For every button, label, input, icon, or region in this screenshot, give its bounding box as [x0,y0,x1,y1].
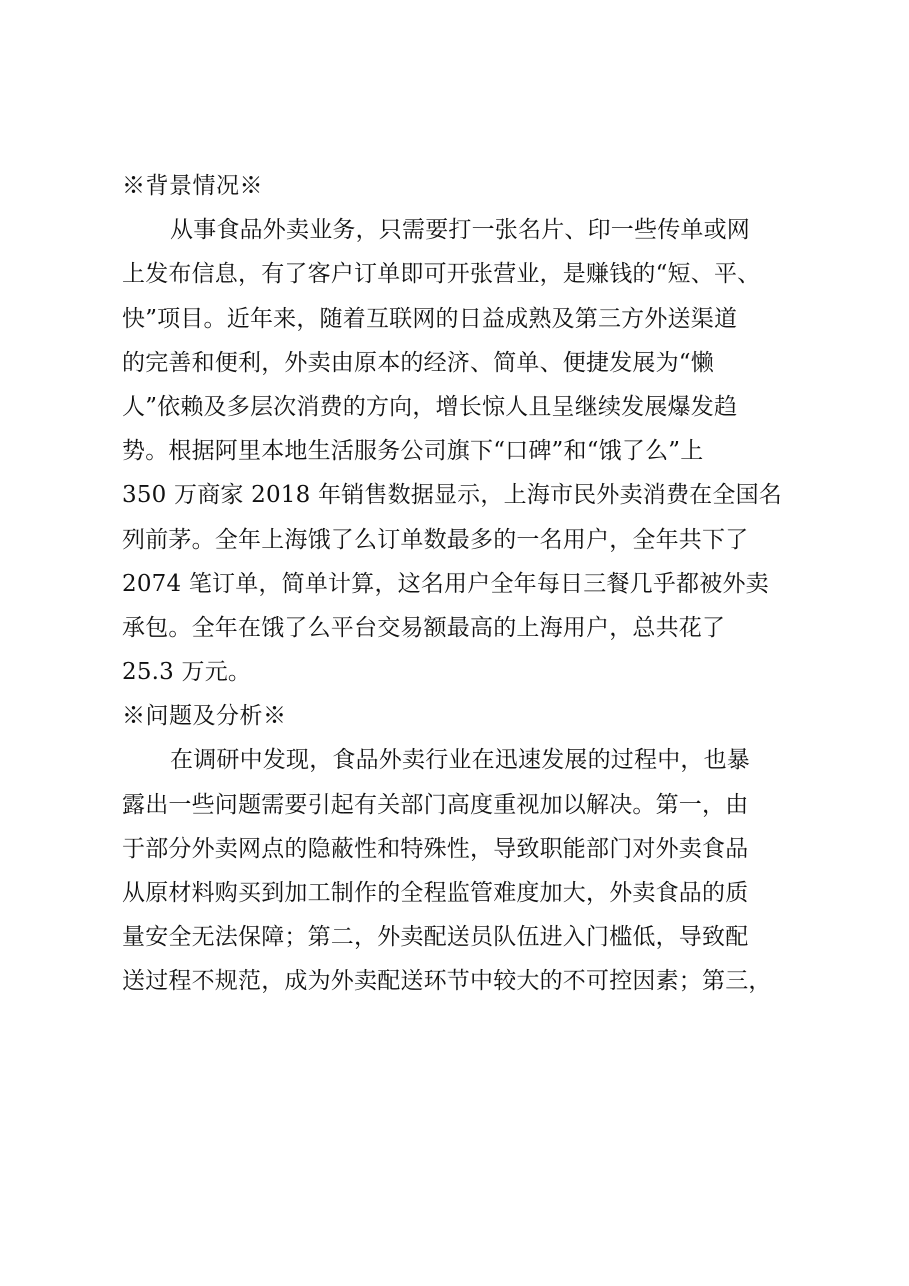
paragraph-line: 350 万商家 2018 年销售数据显示，上海市民外卖消费在全国名 [122,482,782,509]
paragraph-line: 的完善和便利，外卖由原本的经济、简单、便捷发展为“懒 [122,349,714,376]
paragraph-line: 于部分外卖网点的隐蔽性和特殊性，导致职能部门对外卖食品 [122,835,749,862]
paragraph-line: 列前茅。全年上海饿了么订单数最多的一名用户，全年共下了 [122,526,749,553]
paragraph-line: 快”项目。近年来，随着互联网的日益成熟及第三方外送渠道 [122,305,738,332]
paragraph-line: 25.3 万元。 [122,659,252,686]
paragraph-line: 2074 笔订单，简单计算，这名用户全年每日三餐几乎都被外卖 [122,570,769,597]
paragraph-line: 承包。全年在饿了么平台交易额最高的上海用户，总共花了 [122,614,726,641]
paragraph-line: 人”依赖及多层次消费的方向，增长惊人且呈继续发展爆发趋 [122,393,738,420]
document-body [122,164,794,1004]
paragraph-line: 势。根据阿里本地生活服务公司旗下“口碑”和“饿了么”上 [122,438,704,465]
section-heading-analysis: ※问题及分析※ [122,703,287,730]
paragraph-line: 在调研中发现，食品外卖行业在迅速发展的过程中，也暴 [170,747,750,774]
paragraph-line: 送过程不规范，成为外卖配送环节中较大的不可控因素；第三， [122,968,772,995]
paragraph-line: 从事食品外卖业务，只需要打一张名片、印一些传单或网 [170,217,750,244]
section-heading-background: ※背景情况※ [122,173,263,199]
paragraph-line: 量安全无法保障；第二，外卖配送员队伍进入门槛低，导致配 [122,924,749,951]
paragraph-line: 从原材料购买到加工制作的全程监管难度加大，外卖食品的质 [122,880,749,906]
paragraph-line: 露出一些问题需要引起有关部门高度重视加以解决。第一，由 [122,791,749,818]
paragraph-line: 上发布信息，有了客户订单即可开张营业，是赚钱的“短、平、 [122,261,761,288]
